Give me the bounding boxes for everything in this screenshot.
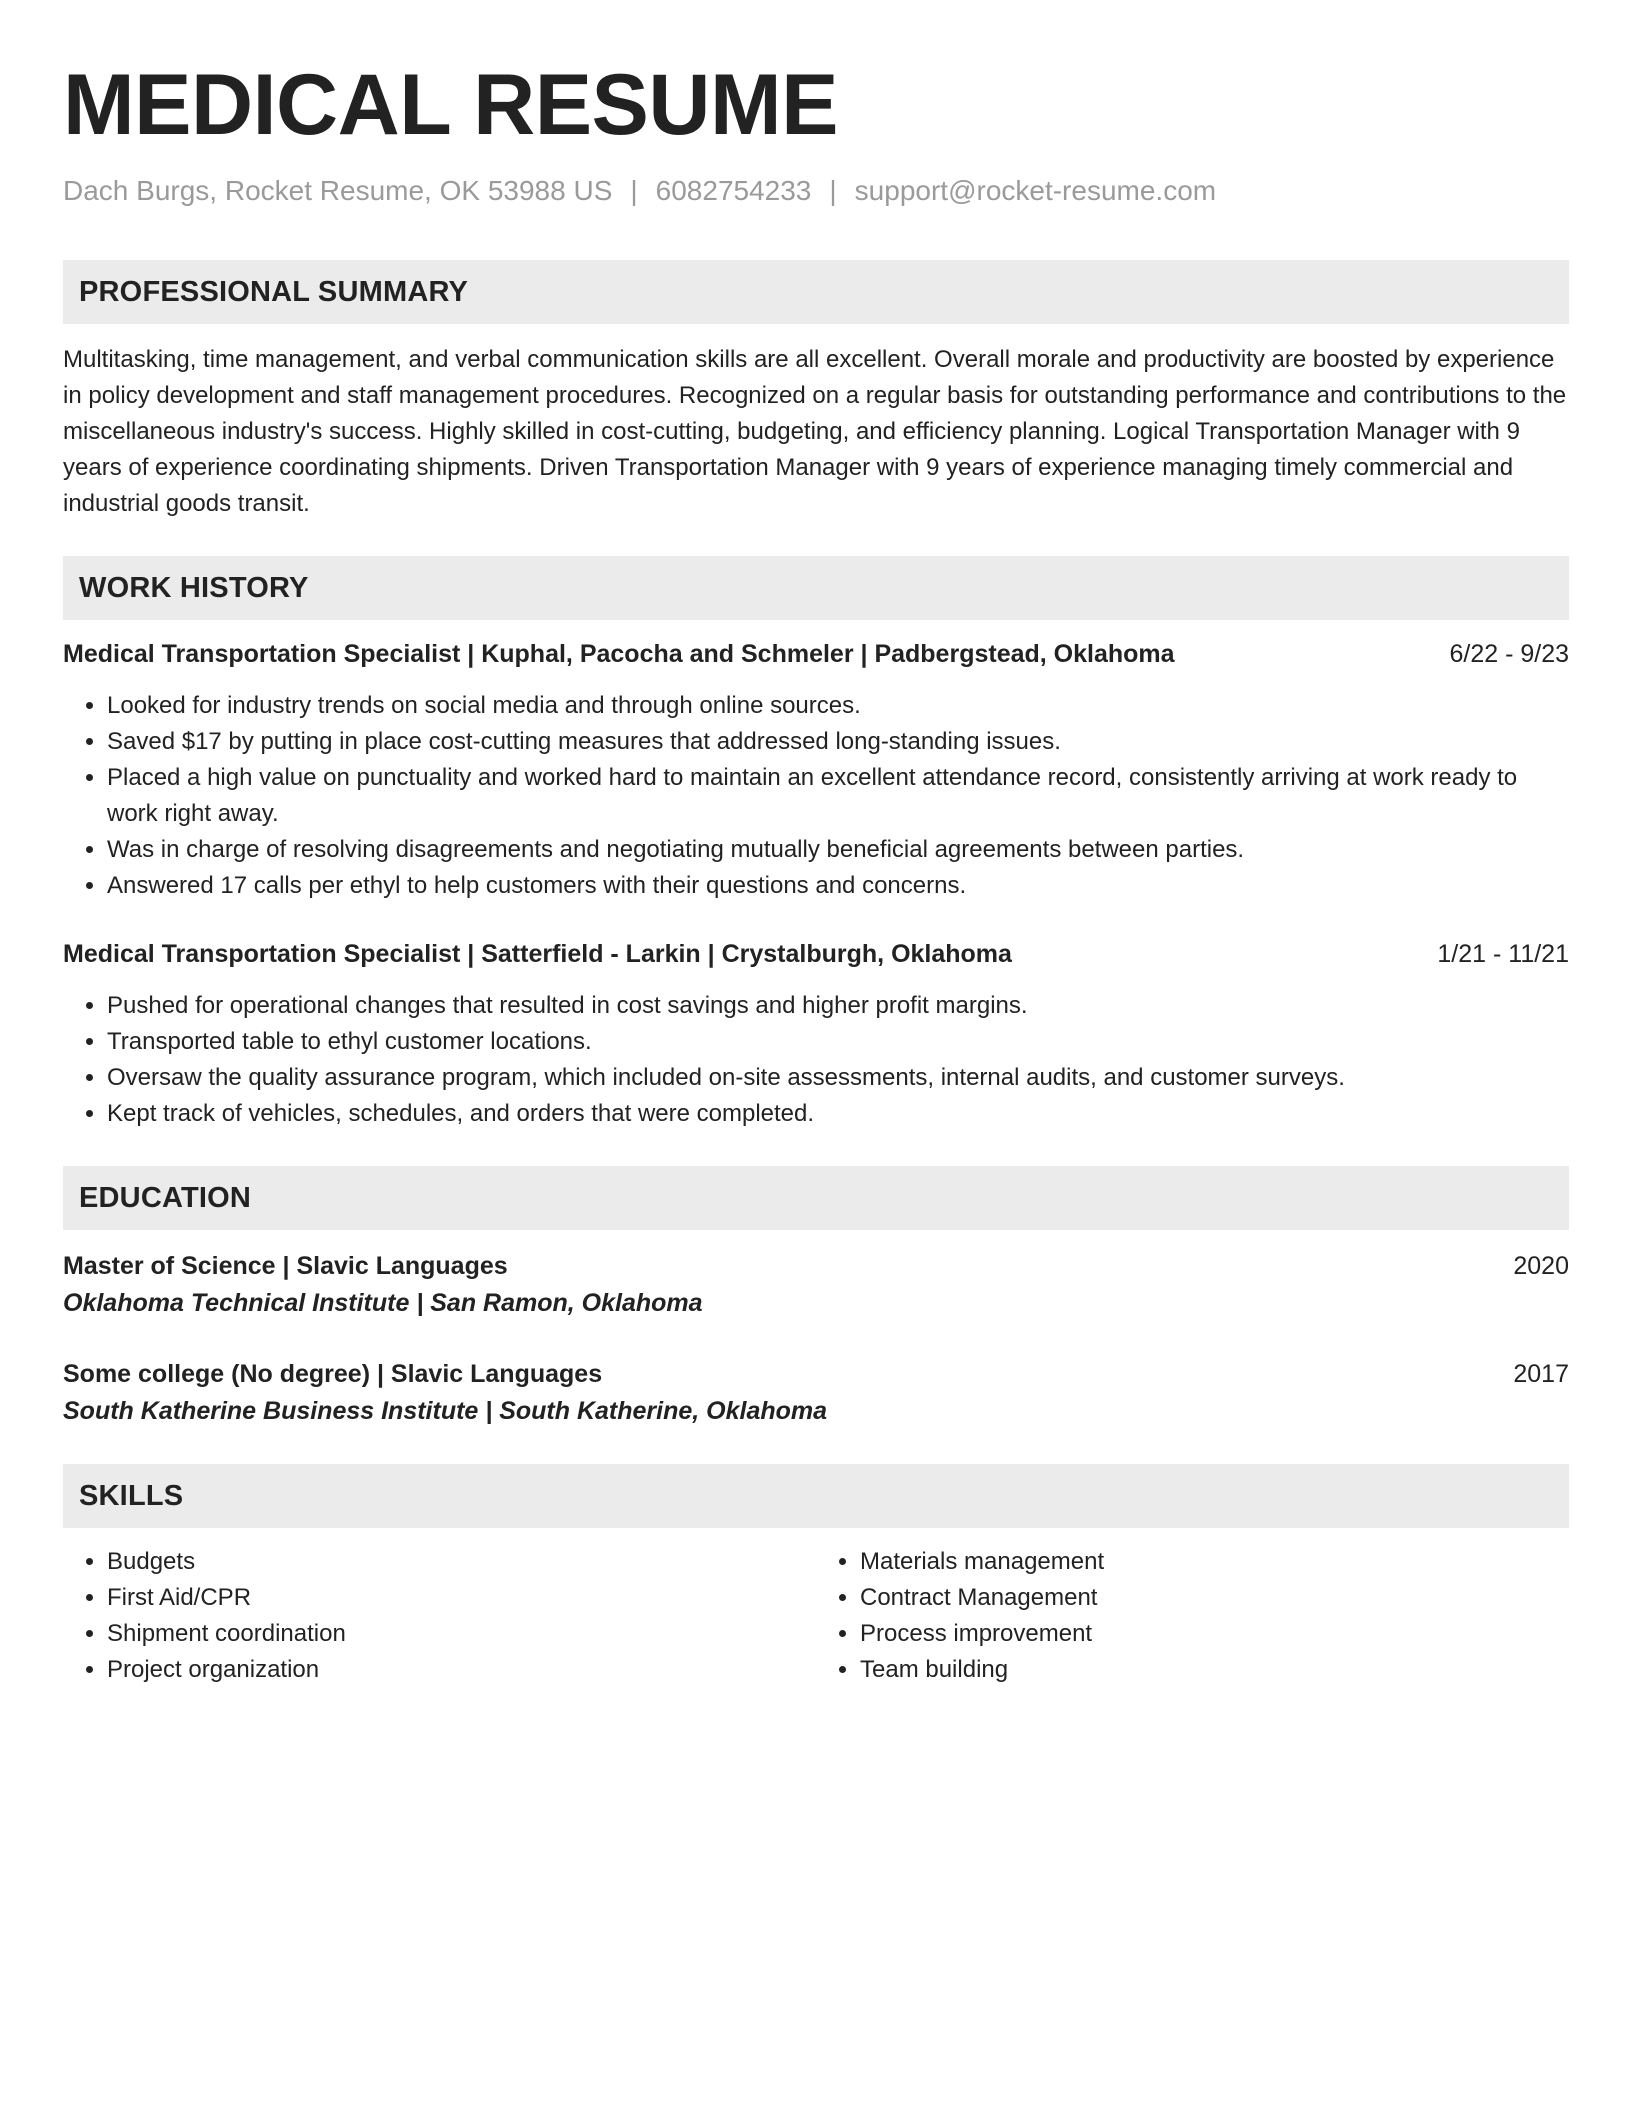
job-entry bbox=[63, 938, 1569, 1132]
job-bullet: • Transported table to ethyl customer locations. bbox=[107, 1024, 1569, 1060]
skills-section-header: SKILLS bbox=[63, 1464, 1569, 1528]
education-school: South Katherine Business Institute | South Katherine, Oklahoma bbox=[63, 1397, 828, 1425]
job-entry bbox=[63, 638, 1569, 904]
skills-list bbox=[63, 1544, 1569, 1688]
job-title: Medical Transportation Specialist | Kuphal, Pacocha and Schmeler | Padbergstead, Oklahoma bbox=[63, 640, 1175, 668]
job-bullet: • Pushed for operational changes that resulted in cost savings and higher profit margins. bbox=[107, 988, 1569, 1024]
education-school: Oklahoma Technical Institute | San Ramon, Oklahoma bbox=[63, 1289, 703, 1317]
skill-item: • Shipment coordination bbox=[107, 1616, 816, 1652]
skill-item: • Process improvement bbox=[860, 1616, 1569, 1652]
summary-section-header: PROFESSIONAL SUMMARY bbox=[63, 260, 1569, 324]
work-history-section-header: WORK HISTORY bbox=[63, 556, 1569, 620]
summary-text: Multitasking, time management, and verbal communication skills are all excellent. Overall morale and productivity are boosted by experience in policy development and staff management procedures. Recognized on a regular basis for outstanding performance and contributions to the miscellaneous industry's success. Highly skilled in cost-cutting, budgeting, and efficiency planning. Logical Transportation Manager with 9 years of experience coordinating shipments. Driven Transportation Manager with 9 years of experience managing timely commercial and industrial goods transit. bbox=[63, 346, 1567, 517]
job-bullet: • Was in charge of resolving disagreements and negotiating mutually beneficial agreements between parties. bbox=[107, 832, 1569, 868]
resume-name: MEDICAL RESUME bbox=[63, 57, 839, 153]
education-entry bbox=[63, 1248, 1569, 1322]
education-year: 2020 bbox=[1513, 1252, 1569, 1280]
job-header bbox=[63, 638, 1569, 670]
skill-item: • Project organization bbox=[107, 1652, 816, 1688]
education-header bbox=[63, 1356, 1569, 1392]
job-header bbox=[63, 938, 1569, 970]
contact-line bbox=[63, 174, 1569, 208]
education-section-header: EDUCATION bbox=[63, 1166, 1569, 1230]
contact-email: support@rocket-resume.com bbox=[854, 175, 1217, 206]
contact-separator: | bbox=[630, 175, 638, 206]
job-dates: 1/21 - 11/21 bbox=[1437, 940, 1569, 968]
education-degree: Some college (No degree) | Slavic Languages bbox=[63, 1360, 603, 1388]
skill-item: • Materials management bbox=[860, 1544, 1569, 1580]
job-bullet: • Looked for industry trends on social media and through online sources. bbox=[107, 688, 1569, 724]
job-bullets bbox=[63, 988, 1569, 1132]
skill-item: • Team building bbox=[860, 1652, 1569, 1688]
job-bullet: • Oversaw the quality assurance program, which included on-site assessments, internal audits, and customer surveys. bbox=[107, 1060, 1569, 1096]
job-bullet: • Placed a high value on punctuality and worked hard to maintain an excellent attendance record, consistently arriving at work ready to work right away. bbox=[107, 760, 1569, 832]
job-bullet: • Answered 17 calls per ethyl to help customers with their questions and concerns. bbox=[107, 868, 1569, 904]
job-title: Medical Transportation Specialist | Satterfield - Larkin | Crystalburgh, Oklahoma bbox=[63, 940, 1012, 968]
contact-phone: 6082754233 bbox=[655, 175, 812, 206]
job-dates: 6/22 - 9/23 bbox=[1449, 640, 1569, 668]
skills-column-right bbox=[816, 1544, 1569, 1688]
education-header bbox=[63, 1248, 1569, 1284]
contact-separator: | bbox=[829, 175, 837, 206]
skill-item: • Budgets bbox=[107, 1544, 816, 1580]
skill-item: • First Aid/CPR bbox=[107, 1580, 816, 1616]
job-bullets bbox=[63, 688, 1569, 904]
education-year: 2017 bbox=[1513, 1360, 1569, 1388]
education-degree: Master of Science | Slavic Languages bbox=[63, 1252, 508, 1280]
skill-item: • Contract Management bbox=[860, 1580, 1569, 1616]
education-entry bbox=[63, 1356, 1569, 1430]
skills-column-left bbox=[63, 1544, 816, 1688]
job-bullet: • Kept track of vehicles, schedules, and orders that were completed. bbox=[107, 1096, 1569, 1132]
contact-address: Dach Burgs, Rocket Resume, OK 53988 US bbox=[63, 175, 613, 206]
job-bullet: • Saved $17 by putting in place cost-cutting measures that addressed long-standing issues. bbox=[107, 724, 1569, 760]
